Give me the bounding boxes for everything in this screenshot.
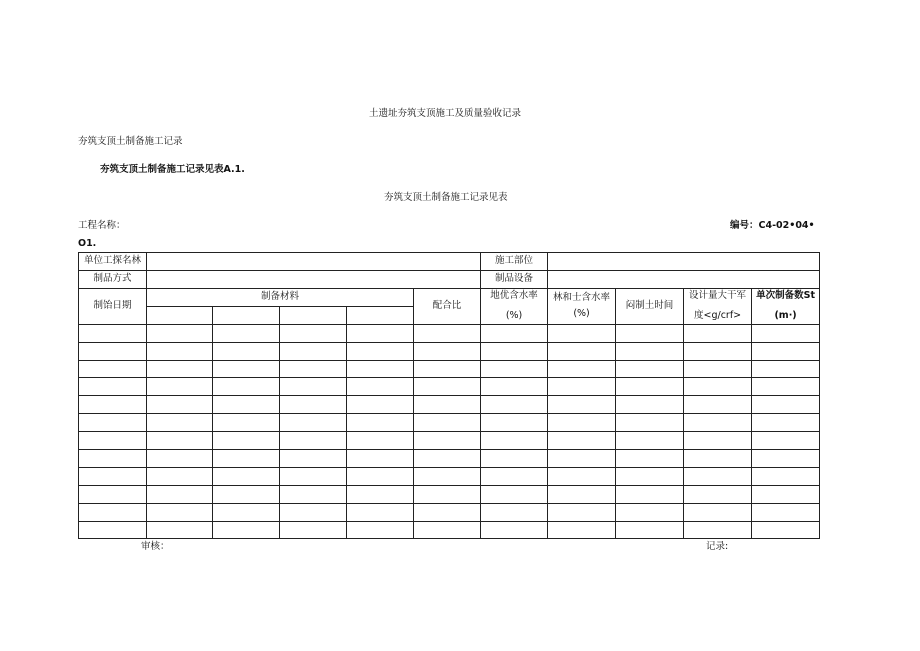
table-cell[interactable] (280, 467, 347, 485)
table-cell[interactable] (213, 450, 280, 468)
table-cell[interactable] (684, 414, 752, 432)
table-cell[interactable] (752, 485, 820, 503)
table-cell[interactable] (548, 432, 616, 450)
table-cell[interactable] (147, 396, 213, 414)
material-slot-1[interactable] (147, 306, 213, 324)
material-slot-2[interactable] (213, 306, 280, 324)
table-cell[interactable] (79, 378, 147, 396)
table-cell[interactable] (616, 378, 684, 396)
table-cell[interactable] (684, 360, 752, 378)
table-cell[interactable] (147, 485, 213, 503)
table-cell[interactable] (414, 503, 481, 521)
header-row-method (79, 270, 820, 288)
material-slot-3[interactable] (280, 306, 347, 324)
table-cell[interactable] (548, 467, 616, 485)
table-cell[interactable] (347, 396, 414, 414)
table-row (79, 396, 820, 414)
design-density-header (684, 288, 752, 324)
table-cell[interactable] (347, 342, 414, 360)
table-cell[interactable] (147, 342, 213, 360)
table-cell[interactable] (752, 432, 820, 450)
table-cell[interactable] (616, 521, 684, 539)
table-cell[interactable] (414, 414, 481, 432)
table-cell[interactable] (213, 342, 280, 360)
table-cell[interactable] (79, 414, 147, 432)
table-cell[interactable] (280, 324, 347, 342)
table-cell[interactable] (347, 467, 414, 485)
table-cell[interactable] (616, 396, 684, 414)
unit-value[interactable] (147, 253, 481, 271)
table-cell[interactable] (147, 432, 213, 450)
batch-header (752, 288, 820, 324)
table-cell[interactable] (79, 432, 147, 450)
table-cell[interactable] (347, 432, 414, 450)
table-cell[interactable] (684, 485, 752, 503)
table-cell[interactable] (347, 324, 414, 342)
table-cell[interactable] (213, 378, 280, 396)
table-cell[interactable] (213, 467, 280, 485)
reviewer-label: 审核： (141, 541, 170, 552)
table-cell[interactable] (684, 432, 752, 450)
table-cell[interactable] (147, 378, 213, 396)
table-cell[interactable] (414, 450, 481, 468)
moisture-soil-header (548, 288, 616, 324)
table-cell[interactable] (752, 450, 820, 468)
unit-label: 单位工探名林 (79, 253, 147, 271)
table-cell[interactable] (213, 432, 280, 450)
table-cell[interactable] (147, 503, 213, 521)
table-cell[interactable] (548, 324, 616, 342)
table-cell[interactable] (616, 450, 684, 468)
table-cell[interactable] (548, 485, 616, 503)
table-cell[interactable] (79, 360, 147, 378)
table-cell[interactable] (414, 360, 481, 378)
soil-time-header: 闷制土时间 (616, 288, 684, 324)
table-cell[interactable] (752, 360, 820, 378)
material-slot-4[interactable] (347, 306, 414, 324)
serial-suffix: O1. (78, 238, 97, 249)
method-label: 制品方式 (79, 270, 147, 288)
materials-header: 制备材料 (147, 288, 414, 306)
table-cell[interactable] (79, 324, 147, 342)
table-cell[interactable] (752, 503, 820, 521)
table-row (79, 432, 820, 450)
table-cell[interactable] (213, 414, 280, 432)
table-cell[interactable] (684, 450, 752, 468)
table-cell[interactable] (684, 467, 752, 485)
table-cell[interactable] (213, 360, 280, 378)
table-cell[interactable] (481, 485, 548, 503)
table-cell[interactable] (280, 503, 347, 521)
table-cell[interactable] (481, 414, 548, 432)
table-cell[interactable] (548, 342, 616, 360)
record-table (78, 252, 820, 539)
table-cell[interactable] (213, 521, 280, 539)
table-cell[interactable] (414, 324, 481, 342)
table-cell[interactable] (280, 521, 347, 539)
header-row-columns-top (79, 288, 820, 306)
table-cell[interactable] (752, 396, 820, 414)
table-cell[interactable] (481, 450, 548, 468)
table-cell[interactable] (347, 503, 414, 521)
table-cell[interactable] (414, 378, 481, 396)
equipment-label: 制品设备 (481, 270, 548, 288)
table-cell[interactable] (684, 342, 752, 360)
table-cell[interactable] (213, 324, 280, 342)
table-row (79, 414, 820, 432)
table-cell[interactable] (548, 360, 616, 378)
table-cell[interactable] (616, 324, 684, 342)
table-cell[interactable] (79, 450, 147, 468)
table-cell[interactable] (684, 521, 752, 539)
table-cell[interactable] (616, 414, 684, 432)
table-cell[interactable] (684, 396, 752, 414)
table-row (79, 521, 820, 539)
table-cell[interactable] (280, 432, 347, 450)
section-reference: 夯筑支顶土制备施工记录见表A.1. (100, 164, 245, 175)
table-cell[interactable] (280, 414, 347, 432)
table-cell[interactable] (347, 414, 414, 432)
table-cell[interactable] (147, 467, 213, 485)
table-cell[interactable] (147, 450, 213, 468)
table-cell[interactable] (347, 485, 414, 503)
table-cell[interactable] (280, 396, 347, 414)
moisture-soil-label: 林和士含水率 (553, 292, 611, 304)
table-cell[interactable] (347, 360, 414, 378)
date-header: 制饴日期 (79, 288, 147, 324)
header-row-unit (79, 253, 820, 271)
site-value[interactable] (548, 253, 820, 271)
table-row (79, 342, 820, 360)
table-cell[interactable] (752, 467, 820, 485)
table-cell[interactable] (752, 324, 820, 342)
table-row (79, 378, 820, 396)
table-cell[interactable] (481, 324, 548, 342)
table-cell[interactable] (213, 396, 280, 414)
design-density-unit: 度<g/crf> (694, 309, 742, 321)
method-value[interactable] (147, 270, 481, 288)
table-cell[interactable] (79, 521, 147, 539)
equipment-value[interactable] (548, 270, 820, 288)
table-cell[interactable] (79, 342, 147, 360)
doc-title: 土遗址夯筑支顶施工及质量验收记录 (369, 108, 522, 119)
table-cell[interactable] (481, 378, 548, 396)
ratio-header: 配合比 (414, 288, 481, 324)
table-cell[interactable] (481, 503, 548, 521)
table-cell[interactable] (684, 503, 752, 521)
table-cell[interactable] (280, 342, 347, 360)
table-cell[interactable] (481, 432, 548, 450)
table-cell[interactable] (752, 378, 820, 396)
table-row (79, 467, 820, 485)
table-cell[interactable] (548, 378, 616, 396)
table-cell[interactable] (684, 378, 752, 396)
table-cell[interactable] (280, 450, 347, 468)
table-cell[interactable] (414, 485, 481, 503)
table-cell[interactable] (752, 342, 820, 360)
table-cell[interactable] (752, 521, 820, 539)
table-cell[interactable] (481, 467, 548, 485)
table-cell[interactable] (213, 503, 280, 521)
table-cell[interactable] (280, 485, 347, 503)
project-name-label: 工程名称： (78, 220, 126, 231)
table-cell[interactable] (79, 467, 147, 485)
table-cell[interactable] (752, 414, 820, 432)
table-row (79, 450, 820, 468)
table-cell[interactable] (481, 342, 548, 360)
table-cell[interactable] (684, 324, 752, 342)
table-cell[interactable] (616, 485, 684, 503)
table-cell[interactable] (79, 396, 147, 414)
batch-label: 单次制备数St (756, 289, 815, 301)
moisture-ground-label: 地优含水率 (490, 289, 538, 301)
table-cell[interactable] (616, 467, 684, 485)
table-cell[interactable] (147, 360, 213, 378)
table-row (79, 324, 820, 342)
table-cell[interactable] (548, 450, 616, 468)
table-cell[interactable] (79, 485, 147, 503)
table-row (79, 503, 820, 521)
table-cell[interactable] (147, 324, 213, 342)
table-row (79, 485, 820, 503)
table-cell[interactable] (481, 360, 548, 378)
table-cell[interactable] (481, 396, 548, 414)
batch-unit: (m·) (774, 309, 797, 321)
table-cell[interactable] (147, 414, 213, 432)
table-cell[interactable] (481, 521, 548, 539)
table-cell[interactable] (347, 450, 414, 468)
table-title: 夯筑支顶土制备施工记录见表 (384, 192, 508, 203)
table-cell[interactable] (616, 432, 684, 450)
table-cell[interactable] (414, 432, 481, 450)
table-cell[interactable] (213, 485, 280, 503)
table-cell[interactable] (347, 521, 414, 539)
moisture-soil-unit: (%) (573, 307, 590, 319)
table-cell[interactable] (548, 414, 616, 432)
table-cell[interactable] (414, 396, 481, 414)
table-cell[interactable] (414, 467, 481, 485)
table-cell[interactable] (548, 396, 616, 414)
table-cell[interactable] (548, 521, 616, 539)
moisture-ground-unit: (%) (505, 309, 523, 321)
table-cell[interactable] (616, 360, 684, 378)
table-row (79, 360, 820, 378)
table-cell[interactable] (347, 378, 414, 396)
table-cell[interactable] (280, 378, 347, 396)
table-cell[interactable] (414, 521, 481, 539)
table-cell[interactable] (616, 503, 684, 521)
serial-number: 编号：C4-02•04• (730, 220, 815, 231)
table-cell[interactable] (280, 360, 347, 378)
table-cell[interactable] (414, 342, 481, 360)
table-cell[interactable] (548, 503, 616, 521)
design-density-label: 设计量大干军 (689, 289, 747, 301)
table-cell[interactable] (616, 342, 684, 360)
table-cell[interactable] (147, 521, 213, 539)
recorder-label: 记录: (706, 541, 729, 552)
section-heading: 夯筑支顶土制备施工记录 (78, 136, 183, 147)
table-cell[interactable] (79, 503, 147, 521)
moisture-ground-header (481, 288, 548, 324)
site-label: 施工部位 (481, 253, 548, 271)
